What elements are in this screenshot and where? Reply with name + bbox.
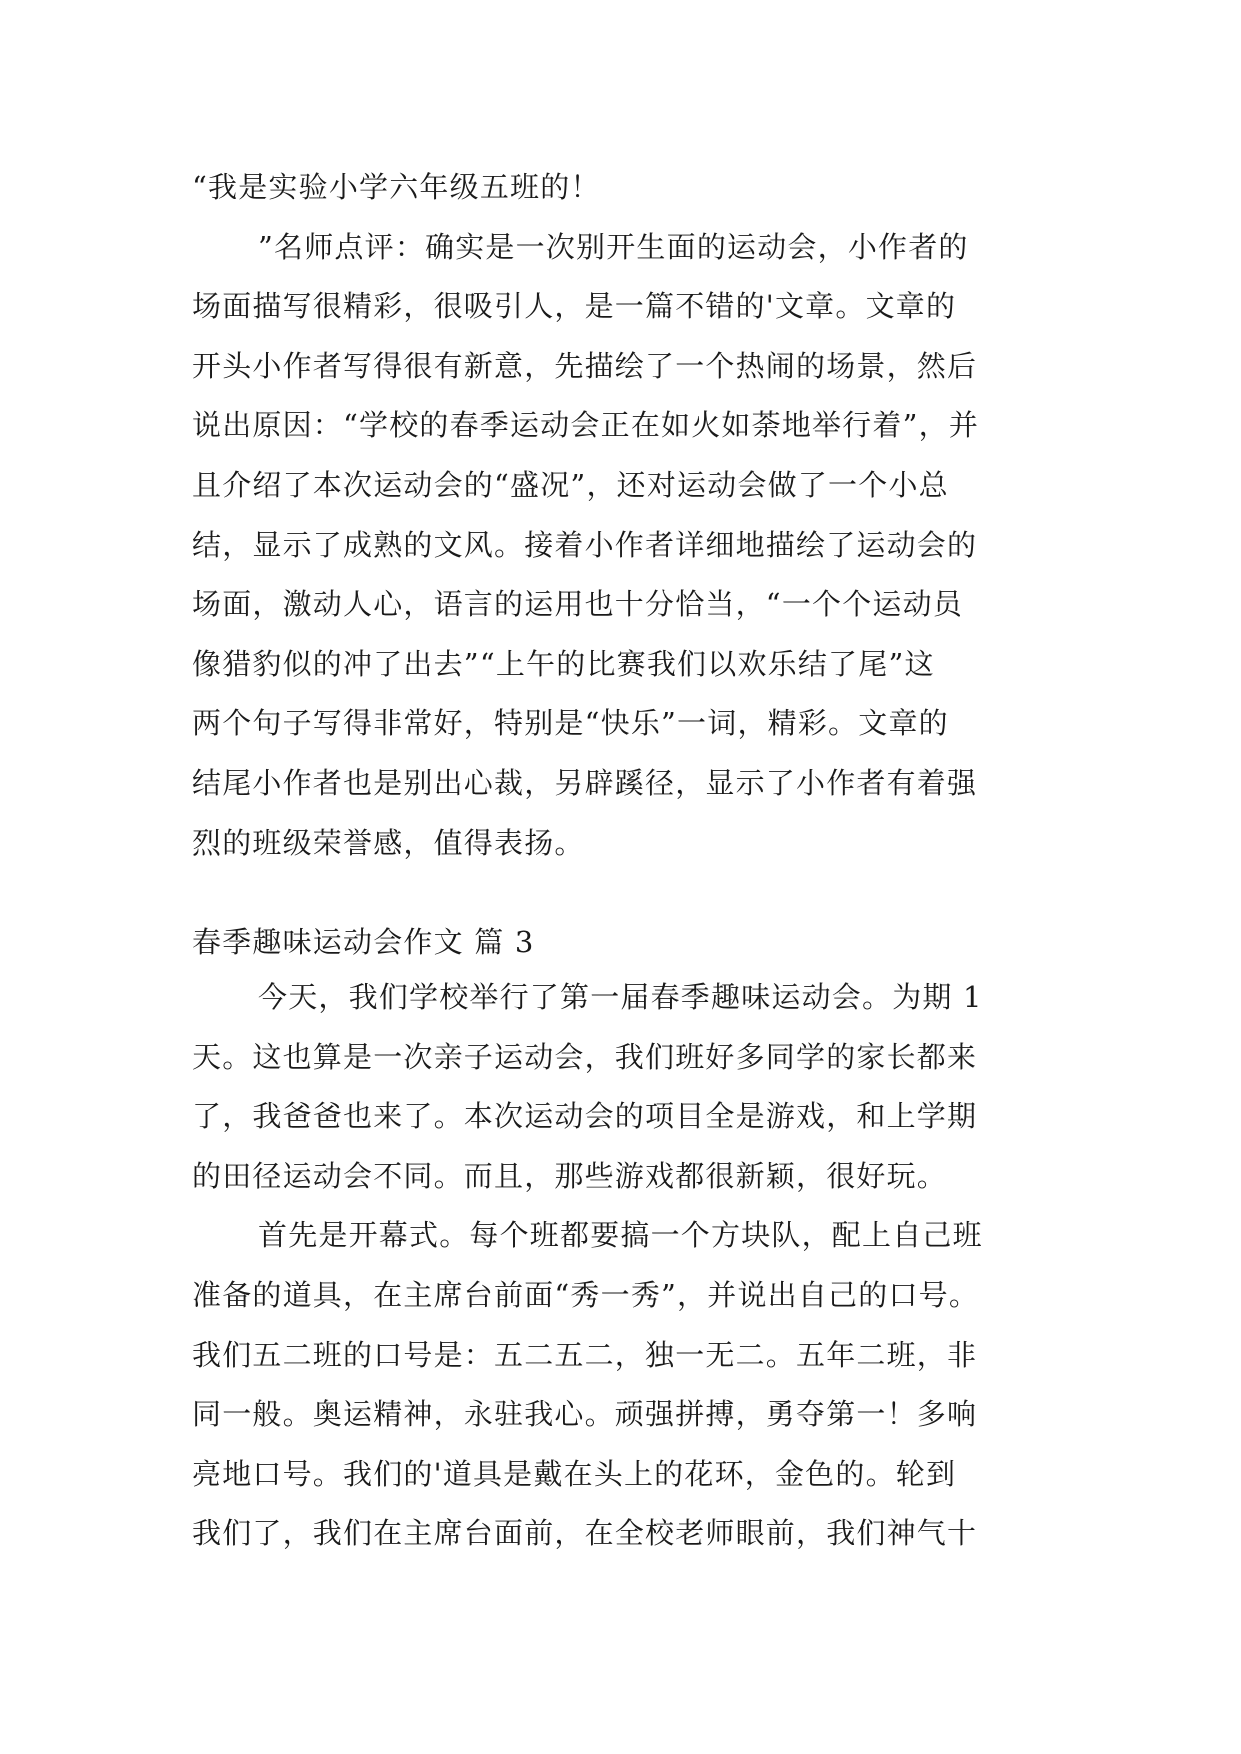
text-line: 开头小作者写得很有新意，先描绘了一个热闹的场景，然后 — [192, 348, 978, 383]
text-line: 天。这也算是一次亲子运动会，我们班好多同学的家长都来 — [192, 1039, 978, 1074]
text-line: 像猎豹似的冲了出去”“上午的比赛我们以欢乐结了尾”这 — [192, 646, 935, 681]
section-heading: 春季趣味运动会作文 篇 3 — [192, 925, 535, 959]
text-line: 场面，激动人心，语言的运用也十分恰当，“一个个运动员 — [192, 587, 964, 622]
text-line: 两个句子写得非常好，特别是“快乐”一词，精彩。文章的 — [192, 706, 949, 741]
text-line: 结尾小作者也是别出心裁，另辟蹊径，显示了小作者有着强 — [192, 765, 978, 800]
section-heading-block — [192, 913, 1052, 973]
text-line: 我们五二班的口号是：五二五二，独一无二。五年二班，非 — [192, 1337, 978, 1372]
text-line: 且介绍了本次运动会的“盛况”，还对运动会做了一个小总 — [192, 467, 949, 502]
text-line: 烈的班级荣誉感，值得表扬。 — [192, 825, 585, 860]
text-line: “我是实验小学六年级五班的！ — [192, 170, 601, 204]
review-text-block — [192, 158, 1052, 873]
text-line: 准备的道具，在主席台前面“秀一秀”，并说出自己的口号。 — [192, 1277, 980, 1312]
essay-text-block — [192, 968, 1052, 1564]
text-line: 说出原因：“学校的春季运动会正在如火如荼地举行着”，并 — [192, 408, 980, 443]
text-line: 场面描写很精彩，很吸引人，是一篇不错的'文章。文章的 — [192, 289, 957, 324]
text-line: 同一般。奥运精神，永驻我心。顽强拼搏，勇夺第一！多响 — [192, 1397, 978, 1432]
text-line: 首先是开幕式。每个班都要搞一个方块队，配上自己班 — [258, 1218, 983, 1253]
text-line: 今天，我们学校举行了第一届春季趣味运动会。为期 1 — [258, 980, 983, 1014]
text-line: 了，我爸爸也来了。本次运动会的项目全是游戏，和上学期 — [192, 1099, 978, 1134]
text-line: 我们了，我们在主席台面前，在全校老师眼前，我们神气十 — [192, 1516, 978, 1551]
text-line: 的田径运动会不同。而且，那些游戏都很新颖，很好玩。 — [192, 1158, 948, 1193]
text-line: ”名师点评：确实是一次别开生面的运动会，小作者的 — [258, 229, 969, 264]
text-line: 亮地口号。我们的'道具是戴在头上的花环，金色的。轮到 — [192, 1456, 957, 1491]
text-line: 结，显示了成熟的文风。接着小作者详细地描绘了运动会的 — [192, 527, 978, 562]
